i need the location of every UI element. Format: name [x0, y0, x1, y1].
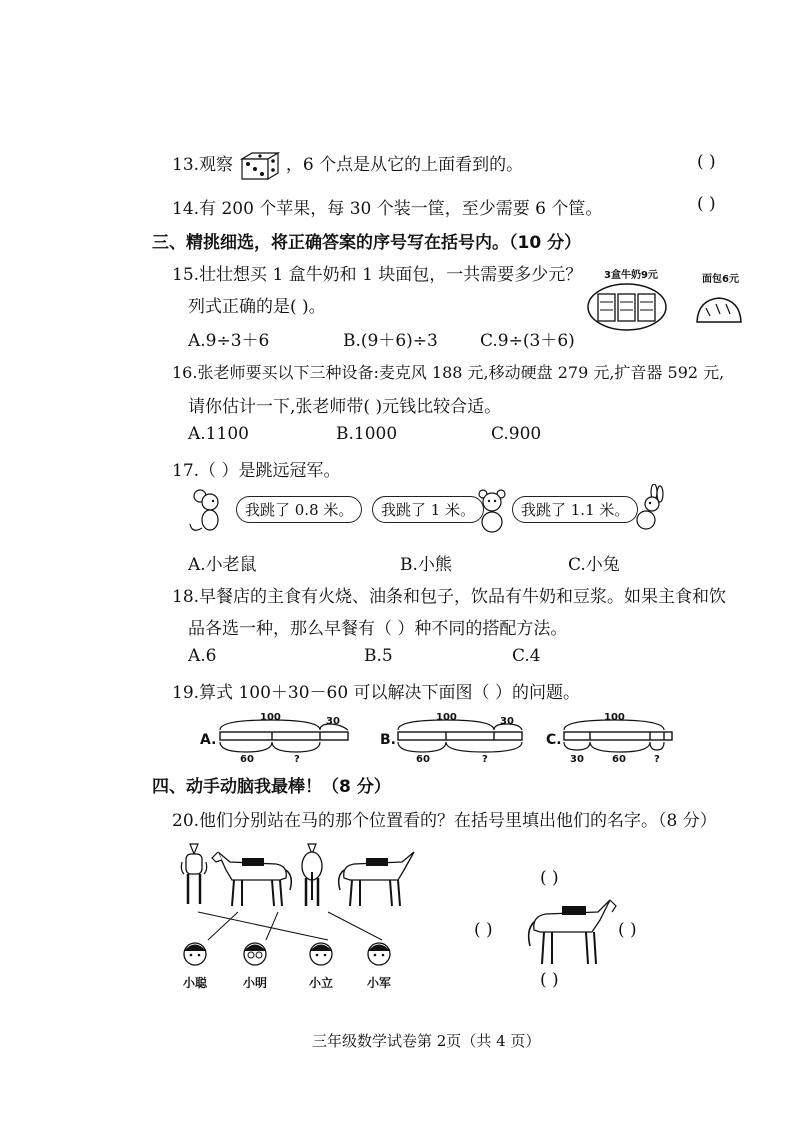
bear-icon: [474, 488, 510, 534]
q19-diagram-a: [200, 712, 360, 768]
q18-sub: 品各选一种，那么早餐有（ ）种不同的搭配方法。: [188, 619, 568, 639]
q16-option-c: C.900: [491, 424, 542, 444]
q15-option-b: B.(9＋6)÷3: [343, 331, 438, 351]
diagram-a-bottom-60: 60: [240, 754, 254, 765]
diagram-a-letter: A.: [200, 732, 217, 748]
answer-paren-top[interactable]: ( ): [540, 868, 559, 888]
bread-icon: [694, 292, 744, 328]
diagram-a-bottom-q: ?: [294, 754, 300, 765]
q15-option-c: C.9÷(3＋6): [480, 331, 575, 351]
q16-option-a: A.1100: [188, 424, 249, 444]
diagram-c-bottom-30: 30: [570, 754, 584, 765]
page-footer: 三年级数学试卷第 2页（共 4 页）: [312, 1032, 541, 1050]
horse-back-view-icon: [302, 844, 322, 906]
kid-name-xiaoming: 小明: [242, 976, 267, 990]
horse-side-view-icon: [212, 852, 291, 906]
mouse-speech-bubble: 我跳了 0.8 米。: [236, 496, 362, 523]
q13-answer-paren[interactable]: ( ): [697, 152, 716, 172]
kid-xiaojun-avatar: [364, 938, 394, 968]
q18-text: 18.早餐店的主食有火烧、油条和包子，饮品有牛奶和豆浆。如果主食和饮: [172, 587, 727, 607]
diagram-a-top-100: 100: [260, 712, 281, 723]
diagram-a-top-30: 30: [326, 716, 340, 727]
q18-option-c: C.4: [512, 646, 541, 666]
q14-text: 14.有 200 个苹果，每 30 个装一筐，至少需要 6 个筐。: [172, 199, 603, 219]
mouse-icon: [186, 488, 230, 538]
q19-diagram-b: [380, 712, 530, 768]
diagram-c-bottom-q: ?: [654, 754, 660, 765]
q16-text: 16.张老师要买以下三种设备:麦克风 188 元,移动硬盘 279 元,扩音器 592 元,: [172, 363, 725, 382]
diagram-c-bottom-60: 60: [612, 754, 626, 765]
q16-sub: 请你估计一下,张老师带( )元钱比较合适。: [188, 397, 502, 417]
q15-sub: 列式正确的是( )。: [188, 297, 326, 317]
diagram-b-top-30: 30: [500, 716, 514, 727]
q16-option-b: B.1000: [336, 424, 398, 444]
diagram-b-letter: B.: [380, 732, 396, 748]
diagram-b-bottom-q: ?: [482, 754, 488, 765]
q13-after: ，6 个点是从它的上面看到的。: [285, 155, 524, 175]
q15-text: 15.壮壮想买 1 盒牛奶和 1 块面包，一共需要多少元？: [172, 265, 583, 285]
q17-option-c: C.小兔: [568, 555, 620, 575]
rabbit-speech-bubble: 我跳了 1.1 米。: [512, 496, 638, 523]
milk-boxes-icon: [586, 282, 668, 332]
bear-speech-bubble: 我跳了 1 米。: [372, 496, 484, 523]
rabbit-icon: [628, 484, 668, 534]
kid-xiaoming-avatar: [240, 938, 270, 968]
q14-answer-paren[interactable]: ( ): [697, 194, 716, 214]
horse-front-view-icon: [181, 844, 206, 904]
kid-name-xiaoli: 小立: [308, 976, 333, 990]
horse-views-row: [178, 840, 418, 912]
horse-side-view-2-icon: [339, 852, 414, 906]
kid-name-xiaocong: 小聪: [182, 976, 207, 990]
diagram-b-top-100: 100: [436, 712, 457, 723]
q13-line: [172, 150, 523, 181]
answer-paren-right[interactable]: ( ): [618, 920, 637, 940]
horse-center-icon: [518, 890, 618, 970]
answer-paren-bottom[interactable]: ( ): [540, 970, 559, 990]
q13-before: 13.观察: [172, 155, 234, 175]
q15-option-a: A.9÷3＋6: [188, 331, 270, 351]
section-3-heading: 三、精挑细选，将正确答案的序号写在括号内。（10 分）: [152, 233, 582, 253]
answer-paren-left[interactable]: ( ): [474, 920, 493, 940]
q18-option-b: B.5: [364, 646, 393, 666]
q19-text: 19.算式 100＋30－60 可以解决下面图（ ）的问题。: [172, 683, 580, 703]
diagram-c-letter: C.: [546, 732, 562, 748]
kid-xiaocong-avatar: [180, 938, 210, 968]
q18-option-a: A.6: [188, 646, 217, 666]
diagram-c-top-100: 100: [604, 712, 625, 723]
kid-xiaoli-avatar: [306, 938, 336, 968]
q17-text: 17.（ ）是跳远冠军。: [172, 461, 341, 481]
q20-text: 20.他们分别站在马的那个位置看的？在括号里填出他们的名字。（8 分）: [172, 811, 717, 831]
q19-diagram-c: [546, 712, 676, 768]
kid-name-xiaojun: 小军: [366, 976, 391, 990]
milk-price-label: 3盒牛奶9元: [604, 270, 658, 281]
diagram-b-bottom-60: 60: [416, 754, 430, 765]
section-4-heading: 四、动手动脑我最棒！（8 分）: [152, 777, 391, 797]
q17-option-b: B.小熊: [400, 555, 452, 575]
bread-price-label: 面包6元: [702, 274, 739, 285]
dice-icon: [238, 151, 280, 181]
q17-option-a: A.小老鼠: [188, 555, 257, 575]
